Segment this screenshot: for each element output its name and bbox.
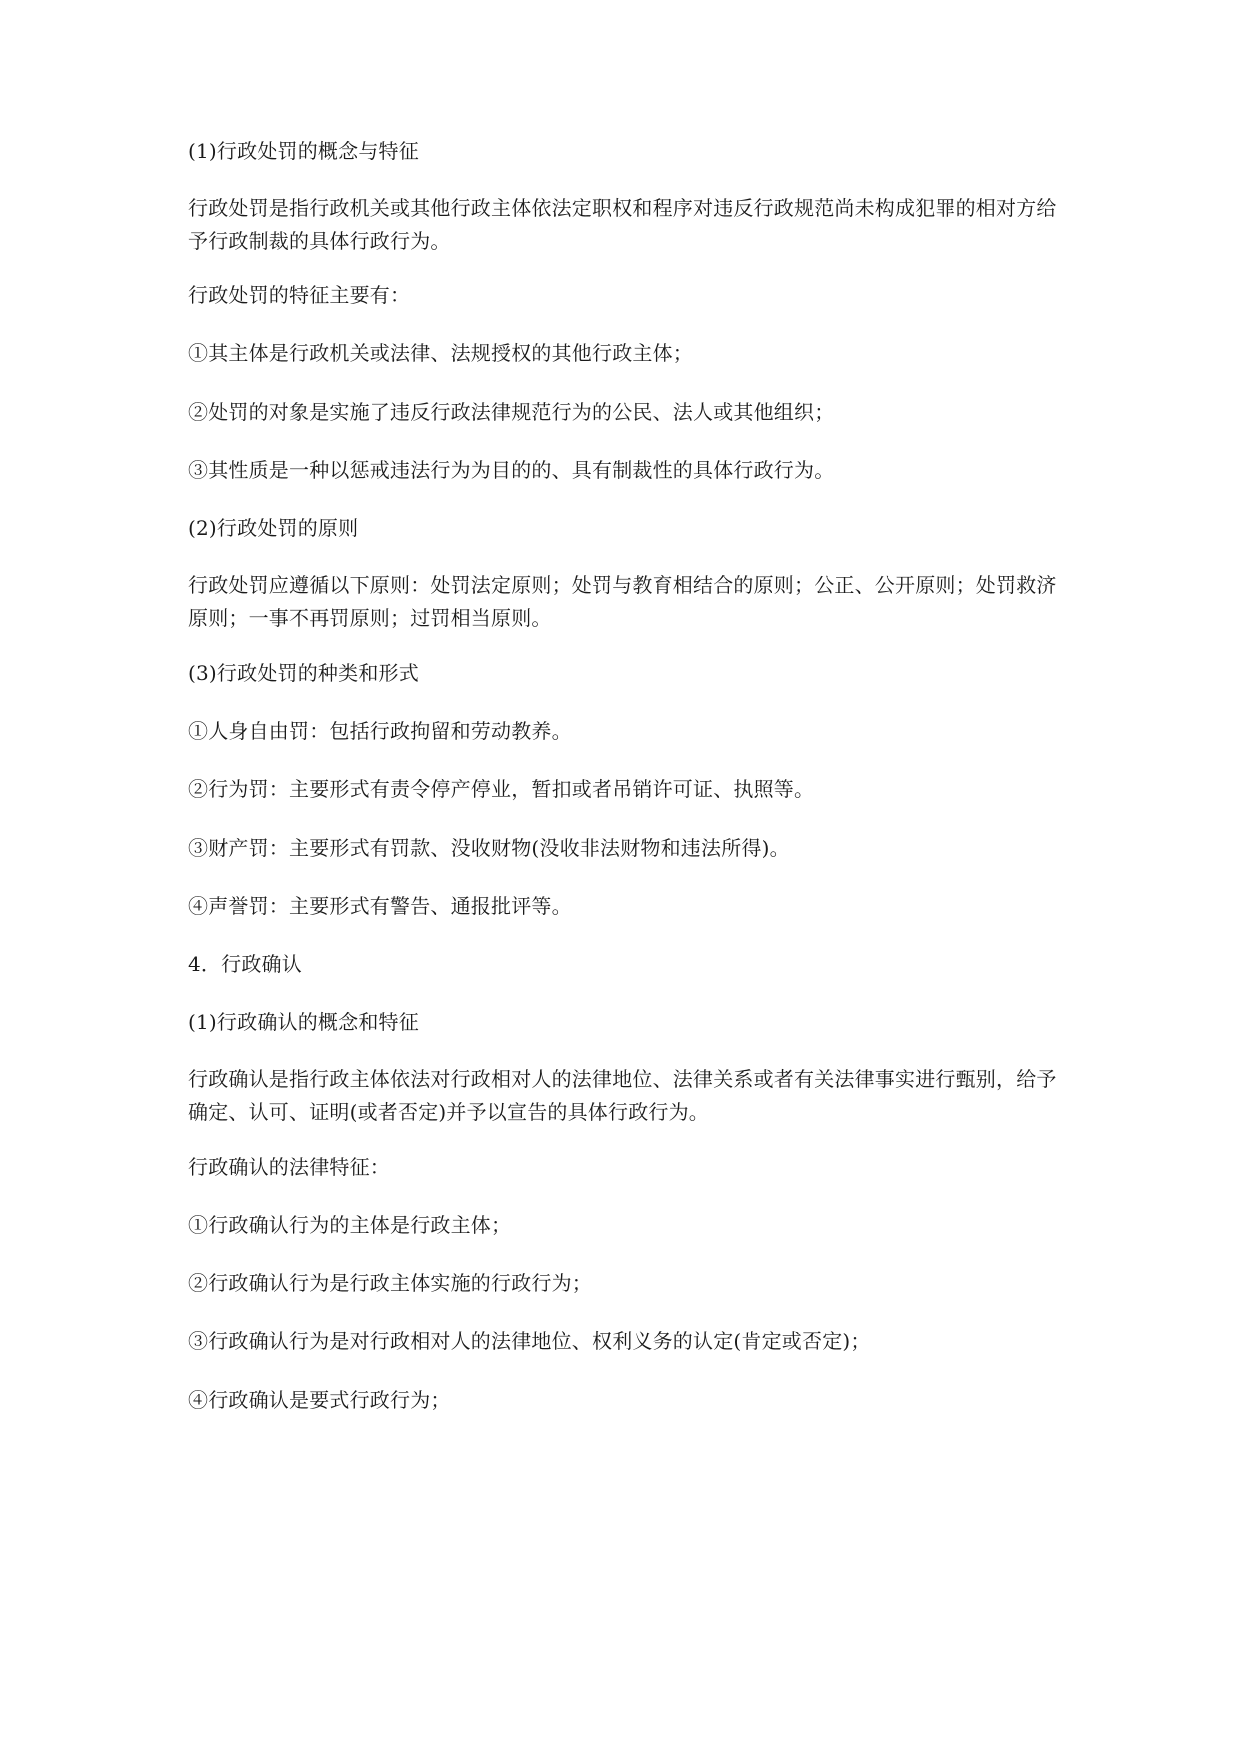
heading-punishment-principles: (2)行政处罚的原则 — [188, 516, 359, 540]
paragraph-confirmation-features-intro: 行政确认的法律特征： — [188, 1155, 390, 1179]
paragraph-punishment-features-intro: 行政处罚的特征主要有： — [188, 283, 411, 307]
list-item-confirmation-4: ④行政确认是要式行政行为； — [188, 1388, 451, 1412]
heading-punishment-types: (3)行政处罚的种类和形式 — [188, 661, 419, 685]
paragraph-punishment-principles: 行政处罚应遵循以下原则：处罚法定原则；处罚与教育相结合的原则；公正、公开原则；处罚救济原则；一事不再罚原则；过罚相当原则。 — [188, 573, 1057, 630]
list-item-confirmation-1: ①行政确认行为的主体是行政主体； — [188, 1213, 512, 1237]
heading-confirmation-concept: (1)行政确认的概念和特征 — [188, 1010, 419, 1034]
paragraph-punishment-definition: 行政处罚是指行政机关或其他行政主体依法定职权和程序对违反行政规范尚未构成犯罪的相对方给予行政制裁的具体行政行为。 — [188, 196, 1057, 253]
heading-punishment-concept: (1)行政处罚的概念与特征 — [188, 139, 419, 163]
list-item-feature-3: ③其性质是一种以惩戒违法行为为目的的、具有制裁性的具体行政行为。 — [188, 458, 835, 482]
list-item-feature-1: ①其主体是行政机关或法律、法规授权的其他行政主体； — [188, 341, 693, 365]
list-item-type-1: ①人身自由罚：包括行政拘留和劳动教养。 — [188, 719, 572, 743]
list-item-feature-2: ②处罚的对象是实施了违反行政法律规范行为的公民、法人或其他组织； — [188, 400, 835, 424]
list-item-confirmation-2: ②行政确认行为是行政主体实施的行政行为； — [188, 1271, 592, 1295]
heading-section-4: 4．行政确认 — [188, 952, 302, 976]
list-item-confirmation-3: ③行政确认行为是对行政相对人的法律地位、权利义务的认定(肯定或否定)； — [188, 1329, 871, 1353]
list-item-type-4: ④声誉罚：主要形式有警告、通报批评等。 — [188, 894, 572, 918]
list-item-type-3: ③财产罚：主要形式有罚款、没收财物(没收非法财物和违法所得)。 — [188, 836, 790, 860]
paragraph-confirmation-definition: 行政确认是指行政主体依法对行政相对人的法律地位、法律关系或者有关法律事实进行甄别，给予确定、认可、证明(或者否定)并予以宣告的具体行政行为。 — [188, 1067, 1057, 1124]
list-item-type-2: ②行为罚：主要形式有责令停产停业，暂扣或者吊销许可证、执照等。 — [188, 777, 815, 801]
